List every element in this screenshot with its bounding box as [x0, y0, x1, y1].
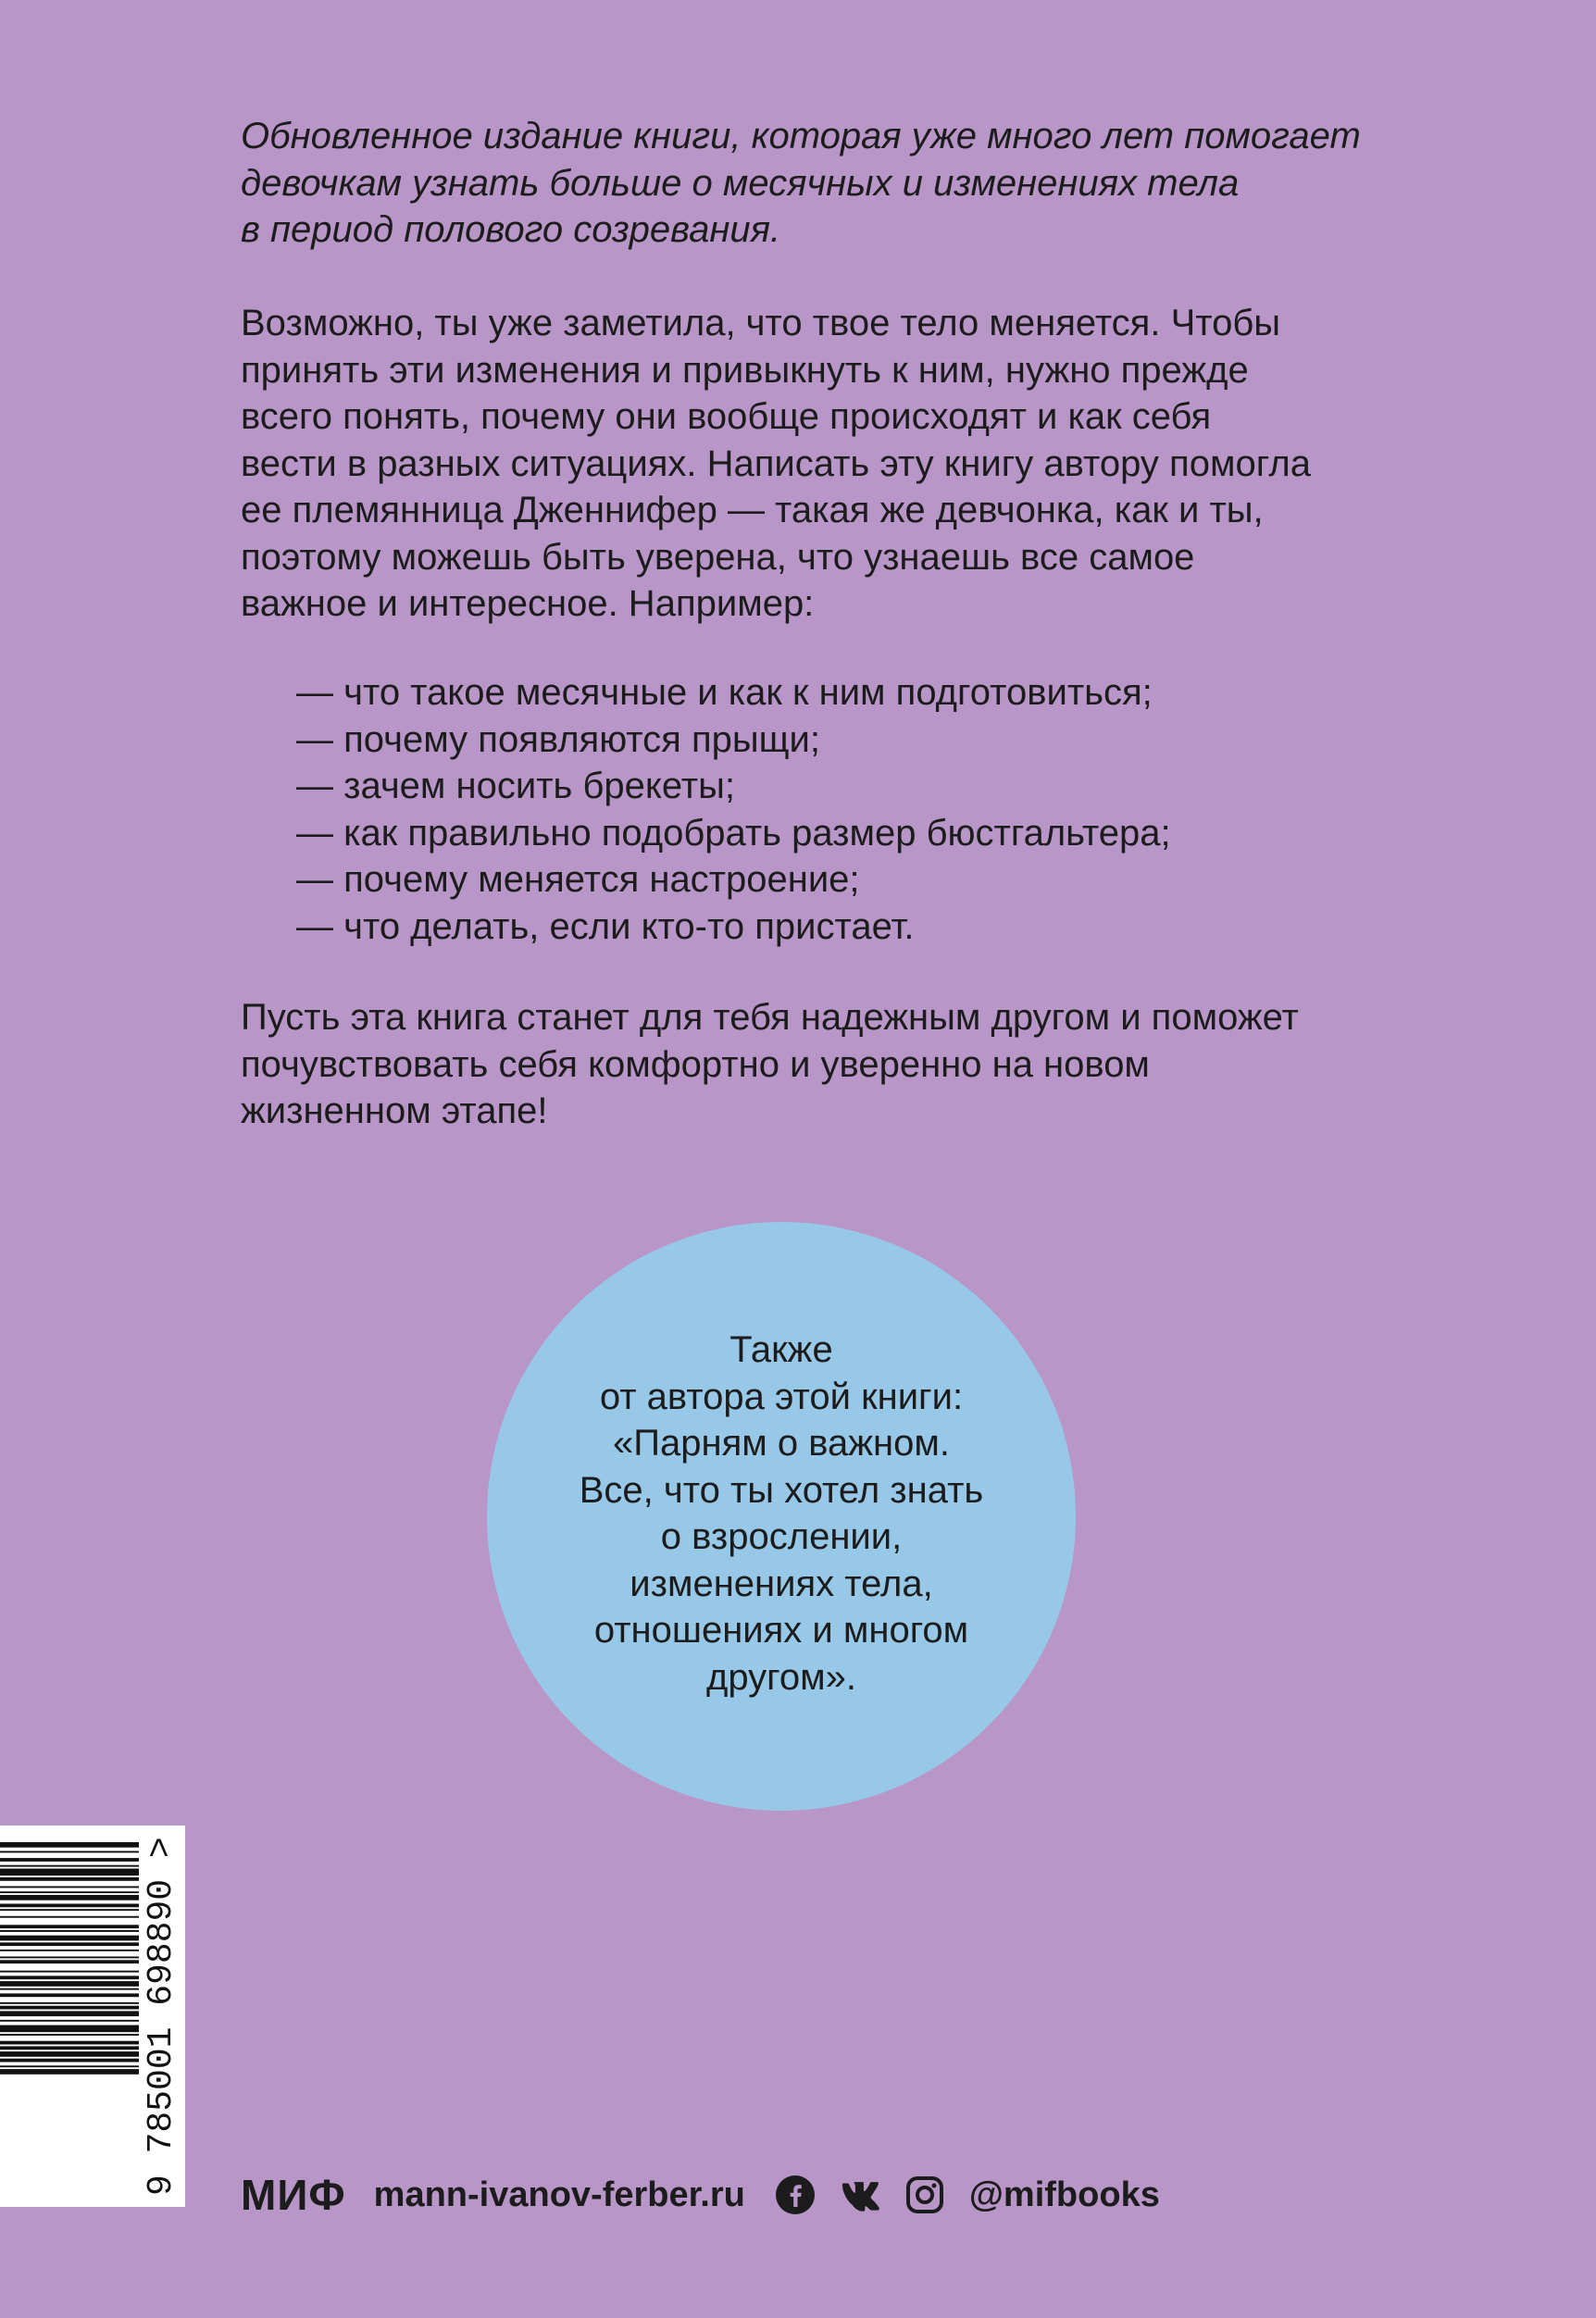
- barcode-bar: [0, 1895, 139, 1901]
- barcode-bar: [0, 2020, 139, 2022]
- description-line: всего понять, почему они вообще происходят и как себя: [241, 396, 1212, 437]
- barcode-bar: [0, 2002, 139, 2004]
- barcode-bar: [0, 1960, 139, 1963]
- barcode-bar: [0, 1909, 139, 1911]
- barcode-bar: [0, 1957, 139, 1959]
- barcode-bar: [0, 1858, 139, 1862]
- related-book-circle: [487, 1222, 1076, 1811]
- list-item: — что такое месячные и как к ним подготовиться;: [296, 672, 1153, 713]
- barcode-bar: [0, 2059, 139, 2063]
- closing-line: почувствовать себя комфортно и уверенно на новом: [241, 1043, 1150, 1085]
- list-item: — зачем носить брекеты;: [296, 766, 735, 806]
- intro-paragraph: [241, 113, 1463, 254]
- circle-line: изменениях тела,: [630, 1563, 933, 1604]
- barcode-bar: [0, 1887, 139, 1888]
- circle-line: Также: [729, 1329, 833, 1370]
- barcode-digits: 9 785001 698890 >: [142, 1837, 181, 2196]
- circle-line: Все, что ты хотел знать: [579, 1469, 984, 1511]
- circle-line: от автора этой книги:: [599, 1376, 964, 1417]
- barcode-bar: [0, 2051, 139, 2057]
- description-line: важное и интересное. Например:: [241, 583, 815, 624]
- barcode-bar: [0, 1930, 139, 1932]
- barcode-bar: [0, 2034, 139, 2036]
- barcode-bar: [0, 1869, 139, 1876]
- publisher-logo: МИФ: [241, 2171, 346, 2219]
- description-line: ее племянница Дженнифер — такая же девчонка, как и ты,: [241, 490, 1264, 530]
- description-line: вести в разных ситуациях. Написать эту книгу автору помогла: [241, 442, 1311, 484]
- barcode-bars: [0, 1842, 139, 2075]
- list-item: — почему появляются прыщи;: [296, 718, 820, 760]
- description-paragraph: [241, 300, 1463, 628]
- barcode-bar: [0, 1971, 139, 1973]
- description-line: поэтому можешь быть уверена, что узнаешь все самое: [241, 536, 1195, 578]
- barcode-bar: [0, 2011, 139, 2016]
- barcode-bar: [0, 1925, 139, 1928]
- barcode-bar: [0, 1975, 139, 1979]
- website-link[interactable]: mann-ivanov-ferber.ru: [373, 2175, 745, 2214]
- circle-line: другом».: [706, 1656, 856, 1698]
- circle-line: «Парням о важном.: [613, 1423, 950, 1464]
- barcode-bar: [0, 2025, 139, 2033]
- isbn-barcode: [0, 1826, 185, 2207]
- facebook-icon[interactable]: [775, 2175, 816, 2215]
- social-handle[interactable]: @mifbooks: [968, 2175, 1160, 2214]
- barcode-bar: [0, 2041, 139, 2045]
- barcode-bar: [0, 1877, 139, 1881]
- intro-line: Обновленное издание книги, которая уже много лет помогает: [241, 116, 1361, 156]
- barcode-bar: [0, 1993, 139, 1997]
- instagram-icon[interactable]: [904, 2175, 945, 2215]
- description-line: принять эти изменения и привыкнуть к ним, нужно прежде: [241, 349, 1249, 391]
- barcode-bar: [0, 1988, 139, 1990]
- barcode-bar: [0, 1916, 139, 1918]
- circle-line: отношениях и многом: [593, 1610, 969, 1651]
- barcode-bar: [0, 2046, 139, 2050]
- circle-line: о взрослении,: [660, 1516, 903, 1557]
- intro-line: девочкам узнать больше о месячных и изменениях тела: [241, 162, 1240, 204]
- closing-line: Пусть эта книга станет для тебя надежным другом и поможет: [241, 997, 1299, 1038]
- barcode-bar: [0, 2069, 139, 2075]
- barcode-graphic: [0, 1826, 185, 2207]
- related-book-text: [580, 1327, 984, 1701]
- closing-paragraph: [241, 994, 1463, 1135]
- closing-line: жизненном этапе!: [241, 1090, 548, 1131]
- topics-list: [296, 669, 1463, 950]
- barcode-bar: [0, 1851, 139, 1853]
- barcode-bar: [0, 1904, 139, 1908]
- list-item: — что делать, если кто-то пристает.: [296, 905, 915, 947]
- publisher-footer: [241, 2166, 1160, 2224]
- list-item: — как правильно подобрать размер бюстгальтера;: [296, 812, 1171, 854]
- list-item: — почему меняется настроение;: [296, 859, 860, 900]
- barcode-bar: [0, 1981, 139, 1987]
- vk-icon[interactable]: [840, 2175, 880, 2215]
- barcode-bar: [0, 1891, 139, 1893]
- intro-line: в период полового созревания.: [241, 209, 781, 250]
- barcode-bar: [0, 2006, 139, 2010]
- barcode-bar: [0, 1865, 139, 1867]
- barcode-bar: [0, 1950, 139, 1951]
- barcode-bar: [0, 1936, 139, 1941]
- description-line: Возможно, ты уже заметила, что твое тело меняется. Чтобы: [241, 303, 1281, 343]
- barcode-bar: [0, 1942, 139, 1946]
- barcode-bar: [0, 2065, 139, 2067]
- barcode-bar: [0, 1842, 139, 1848]
